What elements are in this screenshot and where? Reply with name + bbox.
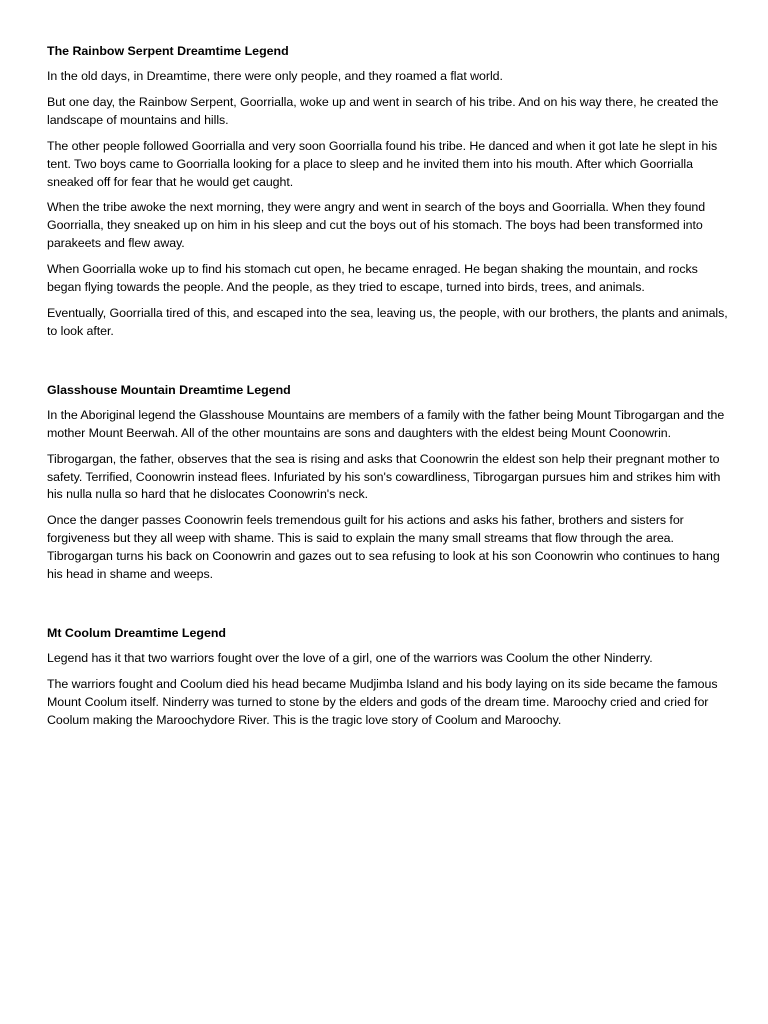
paragraph: When Goorrialla woke up to find his stomach cut open, he became enraged. He began shaking the mountain, and rocks began flying towards the people. And the people, as they tried to escape, turned into birds, trees, and animals. — [47, 262, 698, 295]
paragraph: Once the danger passes Coonowrin feels tremendous guilt for his actions and asks his father, brothers and sisters for forgiveness but they all weep with shame. This is said to explain the many small streams that flow through the area. Tibrogargan turns his back on Coonowrin and gazes out to sea refusing to look at his son Coonowrin who continues to hang his head in shame and weeps. — [47, 513, 720, 582]
document-body — [47, 42, 731, 730]
section-mt-coolum — [47, 624, 731, 730]
paragraph: The warriors fought and Coolum died his head became Mudjimba Island and his body laying on its side became the famous Mount Coolum itself. Ninderry was turned to stone by the elders and gods of the dream time. Maroochy cried and cried for Coolum making the Maroochydore River. This is the tragic love story of Coolum and Maroochy. — [47, 676, 718, 727]
section-glasshouse-mountain — [47, 381, 731, 584]
paragraph: When the tribe awoke the next morning, they were angry and went in search of the boys and Goorrialla. When they found Goorrialla, they sneaked up on him in his sleep and cut the boys out of his stomach. The boys had been transformed into parakeets and flew away. — [47, 200, 706, 251]
section-heading: Glasshouse Mountain Dreamtime Legend — [47, 382, 291, 397]
paragraph: Legend has it that two warriors fought over the love of a girl, one of the warriors was Coolum the other Ninderry. — [47, 650, 653, 665]
section-heading: The Rainbow Serpent Dreamtime Legend — [47, 44, 289, 58]
section-rainbow-serpent — [47, 42, 731, 341]
section-heading: Mt Coolum Dreamtime Legend — [47, 625, 226, 640]
paragraph: Eventually, Goorrialla tired of this, and escaped into the sea, leaving us, the people, with our brothers, the plants and animals, to look after. — [47, 305, 728, 338]
paragraph: In the old days, in Dreamtime, there were only people, and they roamed a flat world. — [47, 69, 503, 83]
paragraph: But one day, the Rainbow Serpent, Goorrialla, woke up and went in search of his tribe. And on his way there, he created the landscape of mountains and hills. — [47, 94, 719, 127]
paragraph: Tibrogargan, the father, observes that the sea is rising and asks that Coonowrin the eldest son help their pregnant mother to safety. Terrified, Coonowrin instead flees. Infuriated by his son's cowardliness, Tibrogargan pursues him and strikes him with his nulla nulla so hard that he dislocates Coonowrin's neck. — [47, 451, 721, 502]
paragraph: The other people followed Goorrialla and very soon Goorrialla found his tribe. He danced and when it got late he slept in his tent. Two boys came to Goorrialla looking for a place to sleep and he invited them into his mouth. After which Goorrialla sneaked off for fear that he would get caught. — [47, 138, 718, 189]
paragraph: In the Aboriginal legend the Glasshouse Mountains are members of a family with the father being Mount Tibrogargan and the mother Mount Beerwah. All of the other mountains are sons and daughters with the eldest being Mount Coonowrin. — [47, 407, 725, 440]
